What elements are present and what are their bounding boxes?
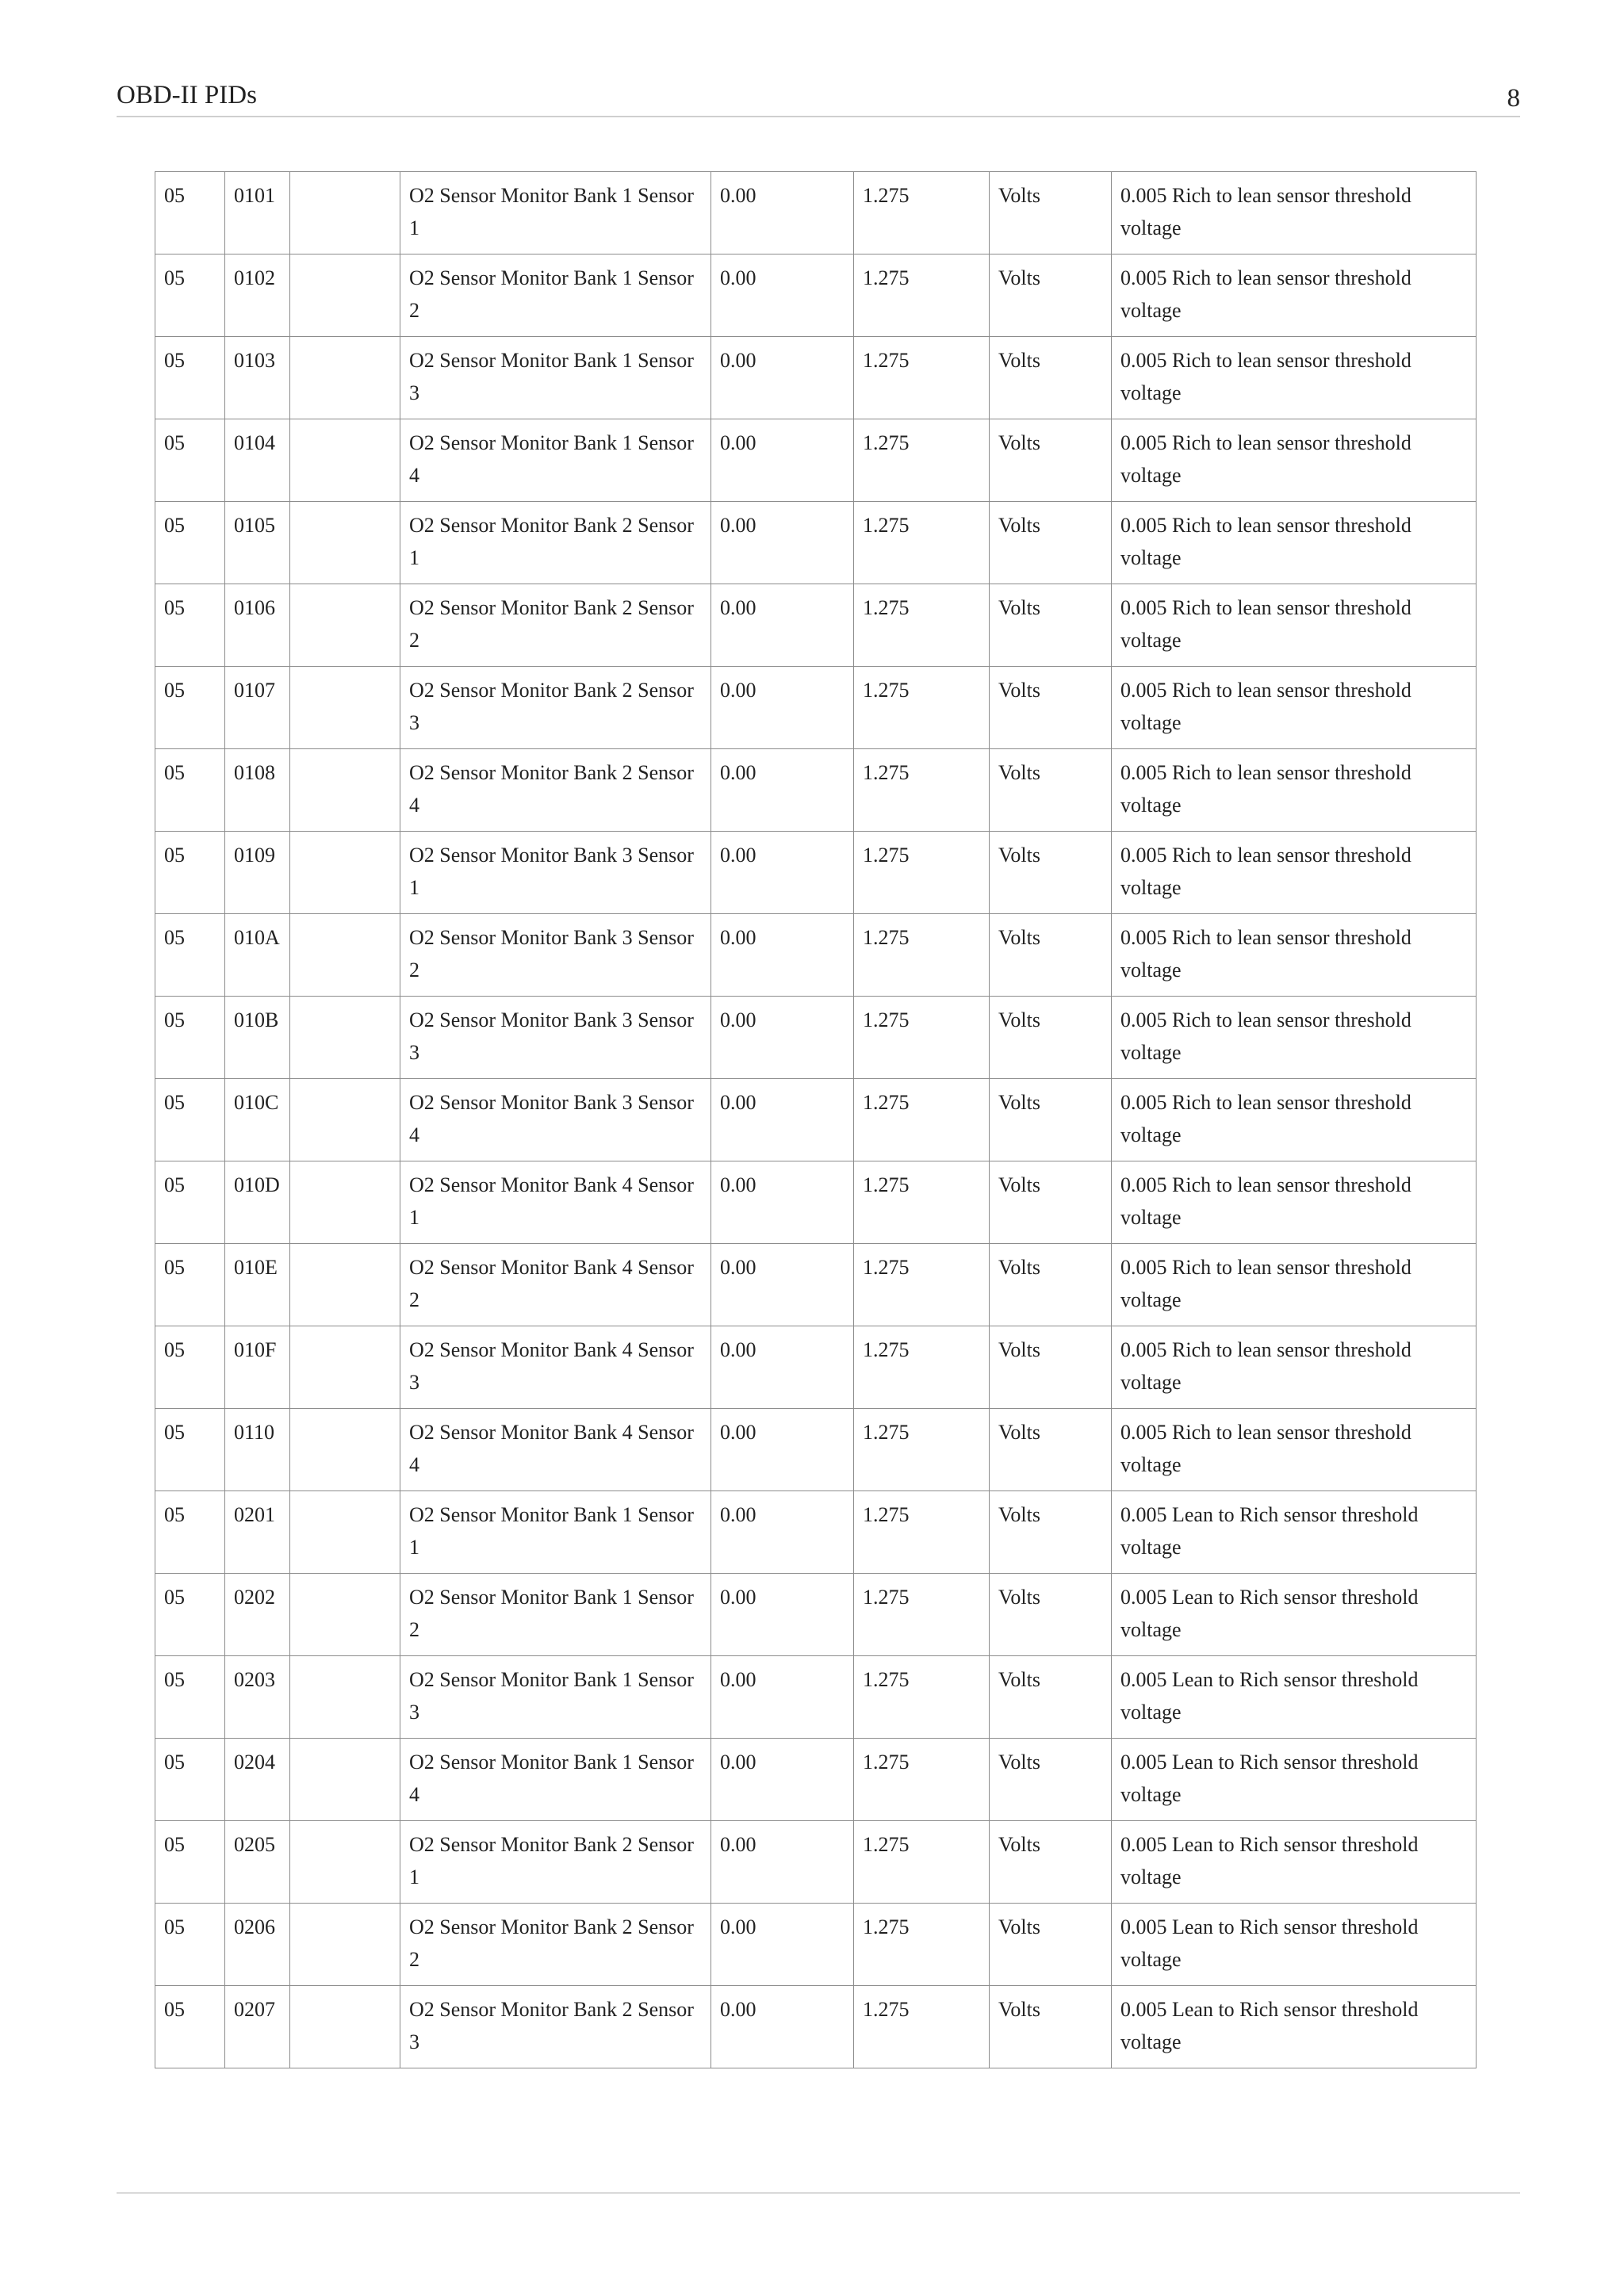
units-cell: Volts [990,1409,1112,1491]
bytes-cell [290,667,400,749]
mode-cell: 05 [155,1079,225,1161]
max-value-cell: 1.275 [854,1161,990,1244]
bytes-cell [290,1161,400,1244]
description-cell: O2 Sensor Monitor Bank 1 Sensor 2 [400,254,711,337]
pid-cell: 0206 [225,1904,290,1986]
pid-cell: 0108 [225,749,290,832]
max-value-cell: 1.275 [854,337,990,419]
bytes-cell [290,997,400,1079]
description-cell: O2 Sensor Monitor Bank 4 Sensor 1 [400,1161,711,1244]
bytes-cell [290,1739,400,1821]
pid-cell: 0105 [225,502,290,584]
description-cell: O2 Sensor Monitor Bank 2 Sensor 3 [400,667,711,749]
bytes-cell [290,1904,400,1986]
pid-cell: 010D [225,1161,290,1244]
min-value-cell: 0.00 [711,1574,854,1656]
min-value-cell: 0.00 [711,1409,854,1491]
table-row [155,1244,1477,1326]
description-cell: O2 Sensor Monitor Bank 4 Sensor 2 [400,1244,711,1326]
table-row [155,1491,1477,1574]
bytes-cell [290,584,400,667]
pid-cell: 0207 [225,1986,290,2068]
bytes-cell [290,832,400,914]
formula-cell: 0.005 Lean to Rich sensor threshold voltage [1112,1656,1477,1739]
units-cell: Volts [990,1739,1112,1821]
mode-cell: 05 [155,1326,225,1409]
max-value-cell: 1.275 [854,502,990,584]
pid-cell: 010A [225,914,290,997]
max-value-cell: 1.275 [854,749,990,832]
pid-table-body [155,172,1477,2068]
formula-cell: 0.005 Lean to Rich sensor threshold voltage [1112,1491,1477,1574]
min-value-cell: 0.00 [711,502,854,584]
max-value-cell: 1.275 [854,1821,990,1904]
min-value-cell: 0.00 [711,1986,854,2068]
min-value-cell: 0.00 [711,1491,854,1574]
table-row [155,1656,1477,1739]
table-row [155,584,1477,667]
pid-cell: 0110 [225,1409,290,1491]
table-row [155,1079,1477,1161]
max-value-cell: 1.275 [854,1739,990,1821]
mode-cell: 05 [155,1574,225,1656]
mode-cell: 05 [155,1409,225,1491]
bytes-cell [290,1986,400,2068]
description-cell: O2 Sensor Monitor Bank 2 Sensor 1 [400,1821,711,1904]
mode-cell: 05 [155,1244,225,1326]
description-cell: O2 Sensor Monitor Bank 3 Sensor 1 [400,832,711,914]
min-value-cell: 0.00 [711,172,854,254]
max-value-cell: 1.275 [854,584,990,667]
pid-table [155,171,1477,2068]
mode-cell: 05 [155,1821,225,1904]
formula-cell: 0.005 Rich to lean sensor threshold voltage [1112,1161,1477,1244]
bytes-cell [290,1821,400,1904]
formula-cell: 0.005 Lean to Rich sensor threshold voltage [1112,1574,1477,1656]
min-value-cell: 0.00 [711,749,854,832]
pid-cell: 0101 [225,172,290,254]
min-value-cell: 0.00 [711,337,854,419]
description-cell: O2 Sensor Monitor Bank 2 Sensor 2 [400,1904,711,1986]
min-value-cell: 0.00 [711,1326,854,1409]
table-row [155,832,1477,914]
formula-cell: 0.005 Rich to lean sensor threshold voltage [1112,1326,1477,1409]
pid-cell: 0106 [225,584,290,667]
units-cell: Volts [990,419,1112,502]
max-value-cell: 1.275 [854,832,990,914]
table-row [155,1739,1477,1821]
pid-cell: 0201 [225,1491,290,1574]
description-cell: O2 Sensor Monitor Bank 1 Sensor 3 [400,337,711,419]
units-cell: Volts [990,1161,1112,1244]
units-cell: Volts [990,1904,1112,1986]
table-row [155,1821,1477,1904]
units-cell: Volts [990,1986,1112,2068]
description-cell: O2 Sensor Monitor Bank 2 Sensor 1 [400,502,711,584]
bytes-cell [290,1326,400,1409]
min-value-cell: 0.00 [711,1656,854,1739]
mode-cell: 05 [155,419,225,502]
max-value-cell: 1.275 [854,997,990,1079]
description-cell: O2 Sensor Monitor Bank 4 Sensor 3 [400,1326,711,1409]
mode-cell: 05 [155,1986,225,2068]
pid-cell: 010E [225,1244,290,1326]
pid-cell: 0205 [225,1821,290,1904]
formula-cell: 0.005 Rich to lean sensor threshold voltage [1112,172,1477,254]
formula-cell: 0.005 Rich to lean sensor threshold voltage [1112,832,1477,914]
min-value-cell: 0.00 [711,584,854,667]
description-cell: O2 Sensor Monitor Bank 1 Sensor 2 [400,1574,711,1656]
description-cell: O2 Sensor Monitor Bank 3 Sensor 4 [400,1079,711,1161]
table-row [155,172,1477,254]
formula-cell: 0.005 Rich to lean sensor threshold voltage [1112,1244,1477,1326]
formula-cell: 0.005 Rich to lean sensor threshold voltage [1112,749,1477,832]
units-cell: Volts [990,1244,1112,1326]
mode-cell: 05 [155,1904,225,1986]
units-cell: Volts [990,502,1112,584]
description-cell: O2 Sensor Monitor Bank 1 Sensor 1 [400,172,711,254]
table-row [155,1326,1477,1409]
formula-cell: 0.005 Lean to Rich sensor threshold voltage [1112,1904,1477,1986]
bytes-cell [290,172,400,254]
min-value-cell: 0.00 [711,1079,854,1161]
pid-cell: 0103 [225,337,290,419]
pid-cell: 0203 [225,1656,290,1739]
table-row [155,1574,1477,1656]
bytes-cell [290,502,400,584]
mode-cell: 05 [155,667,225,749]
formula-cell: 0.005 Rich to lean sensor threshold voltage [1112,584,1477,667]
max-value-cell: 1.275 [854,172,990,254]
table-row [155,997,1477,1079]
description-cell: O2 Sensor Monitor Bank 2 Sensor 4 [400,749,711,832]
table-row [155,914,1477,997]
units-cell: Volts [990,337,1112,419]
formula-cell: 0.005 Rich to lean sensor threshold voltage [1112,997,1477,1079]
units-cell: Volts [990,254,1112,337]
mode-cell: 05 [155,997,225,1079]
pid-cell: 0204 [225,1739,290,1821]
max-value-cell: 1.275 [854,1491,990,1574]
max-value-cell: 1.275 [854,1079,990,1161]
description-cell: O2 Sensor Monitor Bank 1 Sensor 4 [400,1739,711,1821]
max-value-cell: 1.275 [854,1574,990,1656]
units-cell: Volts [990,1326,1112,1409]
min-value-cell: 0.00 [711,1161,854,1244]
min-value-cell: 0.00 [711,254,854,337]
units-cell: Volts [990,172,1112,254]
pid-cell: 010B [225,997,290,1079]
table-row [155,502,1477,584]
mode-cell: 05 [155,832,225,914]
mode-cell: 05 [155,172,225,254]
bytes-cell [290,1244,400,1326]
mode-cell: 05 [155,1739,225,1821]
pid-cell: 0202 [225,1574,290,1656]
formula-cell: 0.005 Rich to lean sensor threshold voltage [1112,914,1477,997]
max-value-cell: 1.275 [854,1244,990,1326]
description-cell: O2 Sensor Monitor Bank 2 Sensor 2 [400,584,711,667]
units-cell: Volts [990,1574,1112,1656]
formula-cell: 0.005 Lean to Rich sensor threshold voltage [1112,1986,1477,2068]
min-value-cell: 0.00 [711,914,854,997]
min-value-cell: 0.00 [711,1904,854,1986]
page-footer-rule [117,2192,1520,2194]
bytes-cell [290,1656,400,1739]
min-value-cell: 0.00 [711,997,854,1079]
mode-cell: 05 [155,584,225,667]
max-value-cell: 1.275 [854,1656,990,1739]
bytes-cell [290,1409,400,1491]
page-header [117,76,1520,117]
formula-cell: 0.005 Rich to lean sensor threshold voltage [1112,1409,1477,1491]
pid-cell: 010F [225,1326,290,1409]
formula-cell: 0.005 Rich to lean sensor threshold voltage [1112,502,1477,584]
bytes-cell [290,749,400,832]
bytes-cell [290,419,400,502]
units-cell: Volts [990,1079,1112,1161]
max-value-cell: 1.275 [854,419,990,502]
bytes-cell [290,1079,400,1161]
max-value-cell: 1.275 [854,914,990,997]
max-value-cell: 1.275 [854,1904,990,1986]
table-row [155,337,1477,419]
document-title: OBD-II PIDs [117,81,257,109]
bytes-cell [290,914,400,997]
formula-cell: 0.005 Rich to lean sensor threshold voltage [1112,667,1477,749]
table-row [155,1409,1477,1491]
table-row [155,1904,1477,1986]
table-row [155,1161,1477,1244]
min-value-cell: 0.00 [711,1821,854,1904]
max-value-cell: 1.275 [854,667,990,749]
max-value-cell: 1.275 [854,1326,990,1409]
page-number: 8 [1507,84,1520,113]
units-cell: Volts [990,1821,1112,1904]
max-value-cell: 1.275 [854,1986,990,2068]
units-cell: Volts [990,914,1112,997]
table-row [155,1986,1477,2068]
mode-cell: 05 [155,914,225,997]
min-value-cell: 0.00 [711,419,854,502]
pid-cell: 0107 [225,667,290,749]
units-cell: Volts [990,997,1112,1079]
min-value-cell: 0.00 [711,1739,854,1821]
mode-cell: 05 [155,337,225,419]
max-value-cell: 1.275 [854,254,990,337]
table-row [155,749,1477,832]
pid-cell: 0104 [225,419,290,502]
mode-cell: 05 [155,1161,225,1244]
bytes-cell [290,1574,400,1656]
mode-cell: 05 [155,1656,225,1739]
formula-cell: 0.005 Lean to Rich sensor threshold voltage [1112,1739,1477,1821]
description-cell: O2 Sensor Monitor Bank 2 Sensor 3 [400,1986,711,2068]
units-cell: Volts [990,667,1112,749]
max-value-cell: 1.275 [854,1409,990,1491]
description-cell: O2 Sensor Monitor Bank 1 Sensor 3 [400,1656,711,1739]
mode-cell: 05 [155,749,225,832]
formula-cell: 0.005 Rich to lean sensor threshold voltage [1112,337,1477,419]
units-cell: Volts [990,584,1112,667]
formula-cell: 0.005 Rich to lean sensor threshold voltage [1112,254,1477,337]
bytes-cell [290,1491,400,1574]
pid-cell: 0109 [225,832,290,914]
units-cell: Volts [990,1491,1112,1574]
pid-cell: 010C [225,1079,290,1161]
mode-cell: 05 [155,502,225,584]
pid-cell: 0102 [225,254,290,337]
units-cell: Volts [990,1656,1112,1739]
table-row [155,254,1477,337]
description-cell: O2 Sensor Monitor Bank 1 Sensor 1 [400,1491,711,1574]
bytes-cell [290,254,400,337]
formula-cell: 0.005 Rich to lean sensor threshold voltage [1112,1079,1477,1161]
units-cell: Volts [990,832,1112,914]
table-row [155,419,1477,502]
description-cell: O2 Sensor Monitor Bank 3 Sensor 2 [400,914,711,997]
formula-cell: 0.005 Lean to Rich sensor threshold voltage [1112,1821,1477,1904]
min-value-cell: 0.00 [711,1244,854,1326]
mode-cell: 05 [155,1491,225,1574]
min-value-cell: 0.00 [711,832,854,914]
formula-cell: 0.005 Rich to lean sensor threshold voltage [1112,419,1477,502]
min-value-cell: 0.00 [711,667,854,749]
mode-cell: 05 [155,254,225,337]
description-cell: O2 Sensor Monitor Bank 4 Sensor 4 [400,1409,711,1491]
units-cell: Volts [990,749,1112,832]
description-cell: O2 Sensor Monitor Bank 1 Sensor 4 [400,419,711,502]
description-cell: O2 Sensor Monitor Bank 3 Sensor 3 [400,997,711,1079]
bytes-cell [290,337,400,419]
table-row [155,667,1477,749]
